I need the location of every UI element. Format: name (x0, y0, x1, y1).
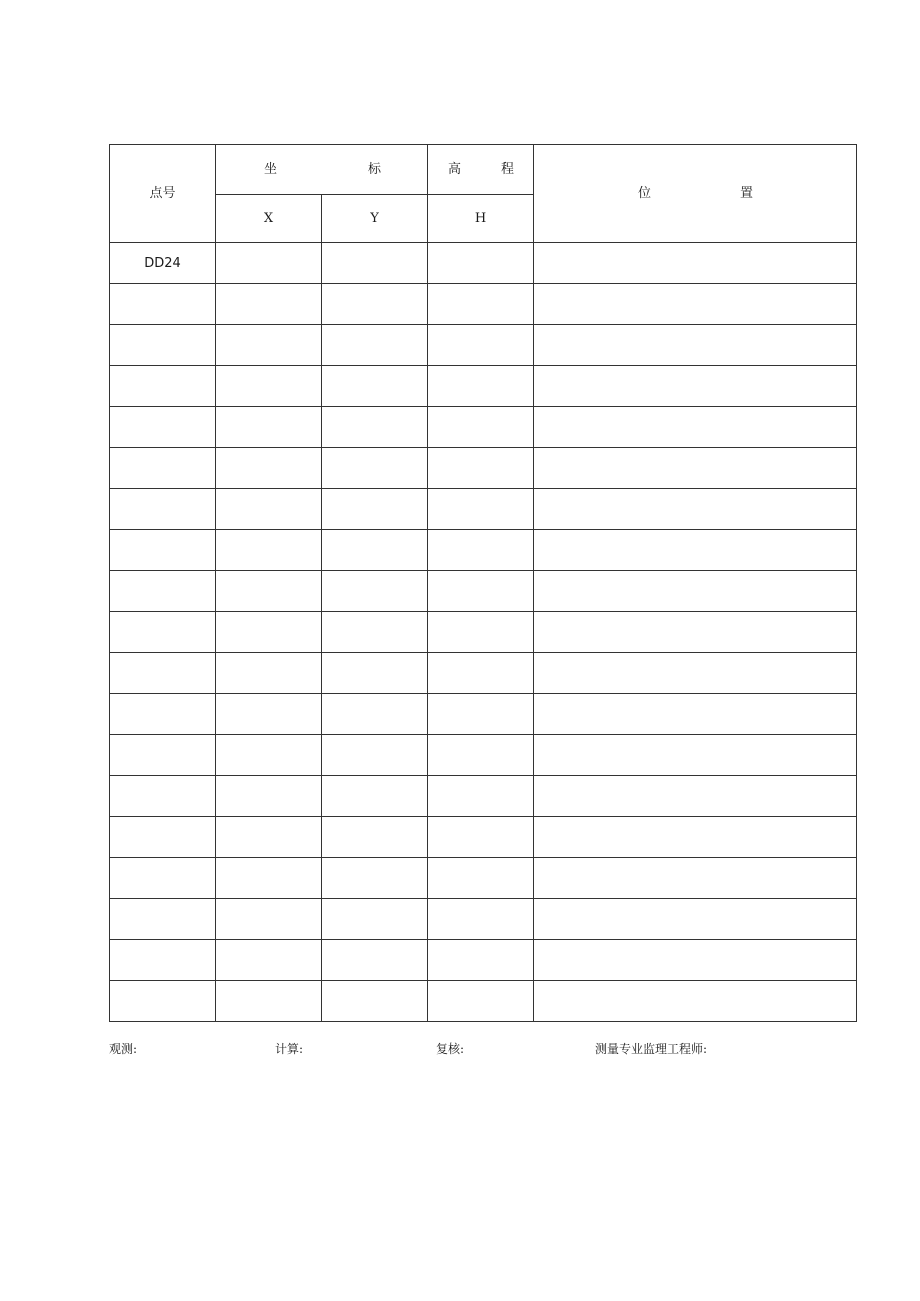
table-row (110, 817, 857, 858)
position-cell (534, 366, 857, 407)
table-row (110, 366, 857, 407)
y-cell (322, 776, 428, 817)
checker-signature-label: 复核: (436, 1042, 465, 1056)
position-cell (534, 899, 857, 940)
point-no-cell (110, 325, 216, 366)
point-no-cell (110, 612, 216, 653)
x-cell (216, 940, 322, 981)
x-cell (216, 817, 322, 858)
y-cell (322, 981, 428, 1022)
elevation-header-char-2: 程 (500, 162, 514, 177)
y-cell (322, 366, 428, 407)
h-cell (428, 858, 534, 899)
position-cell (534, 284, 857, 325)
y-cell (322, 817, 428, 858)
position-header (534, 145, 857, 243)
x-cell (216, 735, 322, 776)
point-no-cell (110, 284, 216, 325)
point-no-cell (110, 940, 216, 981)
point-no-cell (110, 858, 216, 899)
x-cell (216, 243, 322, 284)
x-cell (216, 448, 322, 489)
table-row (110, 284, 857, 325)
table-row (110, 735, 857, 776)
h-cell (428, 735, 534, 776)
x-cell (216, 858, 322, 899)
point-no-cell (110, 776, 216, 817)
point-no-cell (110, 530, 216, 571)
x-cell (216, 325, 322, 366)
h-cell (428, 776, 534, 817)
y-cell (322, 530, 428, 571)
table-row (110, 899, 857, 940)
x-cell (216, 653, 322, 694)
table-row (110, 489, 857, 530)
y-cell (322, 858, 428, 899)
coordinate-header-char-1: 坐 (264, 162, 278, 177)
table-row (110, 448, 857, 489)
point-no-cell (110, 571, 216, 612)
y-header: Y (322, 195, 428, 243)
h-cell (428, 325, 534, 366)
table-row (110, 407, 857, 448)
h-cell (428, 489, 534, 530)
h-cell (428, 530, 534, 571)
position-cell (534, 243, 857, 284)
x-cell (216, 776, 322, 817)
position-cell (534, 817, 857, 858)
position-cell (534, 694, 857, 735)
coordinate-header-char-2: 标 (367, 162, 381, 177)
y-cell (322, 940, 428, 981)
position-cell (534, 530, 857, 571)
position-cell (534, 653, 857, 694)
y-cell (322, 735, 428, 776)
x-header: X (216, 195, 322, 243)
y-cell (322, 653, 428, 694)
point-no-cell (110, 653, 216, 694)
h-cell (428, 284, 534, 325)
x-cell (216, 981, 322, 1022)
h-cell (428, 899, 534, 940)
position-cell (534, 448, 857, 489)
position-cell (534, 325, 857, 366)
position-header-char-1: 位 (638, 186, 652, 201)
elevation-header-char-1: 高 (448, 162, 462, 177)
elevation-header (428, 145, 534, 195)
position-cell (534, 407, 857, 448)
x-cell (216, 694, 322, 735)
point-no-cell (110, 448, 216, 489)
point-no-cell: DD24 (110, 243, 216, 284)
calculator-signature-label: 计算: (275, 1042, 304, 1056)
table-row (110, 981, 857, 1022)
h-cell (428, 243, 534, 284)
h-cell (428, 612, 534, 653)
h-cell (428, 448, 534, 489)
x-cell (216, 899, 322, 940)
y-cell (322, 489, 428, 530)
position-cell (534, 612, 857, 653)
h-cell (428, 571, 534, 612)
y-cell (322, 284, 428, 325)
position-cell (534, 858, 857, 899)
table-row (110, 243, 857, 284)
x-cell (216, 407, 322, 448)
x-cell (216, 612, 322, 653)
point-no-cell (110, 694, 216, 735)
h-header: H (428, 195, 534, 243)
signature-line (109, 1040, 856, 1056)
point-no-cell (110, 817, 216, 858)
h-cell (428, 694, 534, 735)
supervisor-signature-label: 测量专业监理工程师: (595, 1042, 708, 1056)
y-cell (322, 571, 428, 612)
table-row (110, 653, 857, 694)
x-cell (216, 571, 322, 612)
point-no-cell (110, 899, 216, 940)
table-row (110, 858, 857, 899)
point-no-cell (110, 366, 216, 407)
y-cell (322, 407, 428, 448)
table-row (110, 776, 857, 817)
y-cell (322, 899, 428, 940)
survey-point-table (109, 144, 857, 1022)
h-cell (428, 653, 534, 694)
point-no-header: 点号 (110, 145, 216, 243)
table-row (110, 325, 857, 366)
y-cell (322, 325, 428, 366)
y-cell (322, 243, 428, 284)
position-header-char-2: 置 (739, 186, 753, 201)
y-cell (322, 612, 428, 653)
table-row (110, 530, 857, 571)
position-cell (534, 776, 857, 817)
y-cell (322, 694, 428, 735)
point-no-cell (110, 981, 216, 1022)
h-cell (428, 817, 534, 858)
observer-signature-label: 观测: (109, 1042, 138, 1056)
h-cell (428, 407, 534, 448)
table-row (110, 940, 857, 981)
x-cell (216, 489, 322, 530)
table-row (110, 694, 857, 735)
y-cell (322, 448, 428, 489)
point-no-cell (110, 407, 216, 448)
x-cell (216, 530, 322, 571)
position-cell (534, 981, 857, 1022)
table-row (110, 612, 857, 653)
h-cell (428, 981, 534, 1022)
point-no-cell (110, 735, 216, 776)
point-no-cell (110, 489, 216, 530)
h-cell (428, 940, 534, 981)
h-cell (428, 366, 534, 407)
header-row-1 (110, 145, 857, 195)
position-cell (534, 571, 857, 612)
coordinate-header (216, 145, 428, 195)
table-row (110, 571, 857, 612)
position-cell (534, 735, 857, 776)
x-cell (216, 366, 322, 407)
position-cell (534, 489, 857, 530)
x-cell (216, 284, 322, 325)
position-cell (534, 940, 857, 981)
